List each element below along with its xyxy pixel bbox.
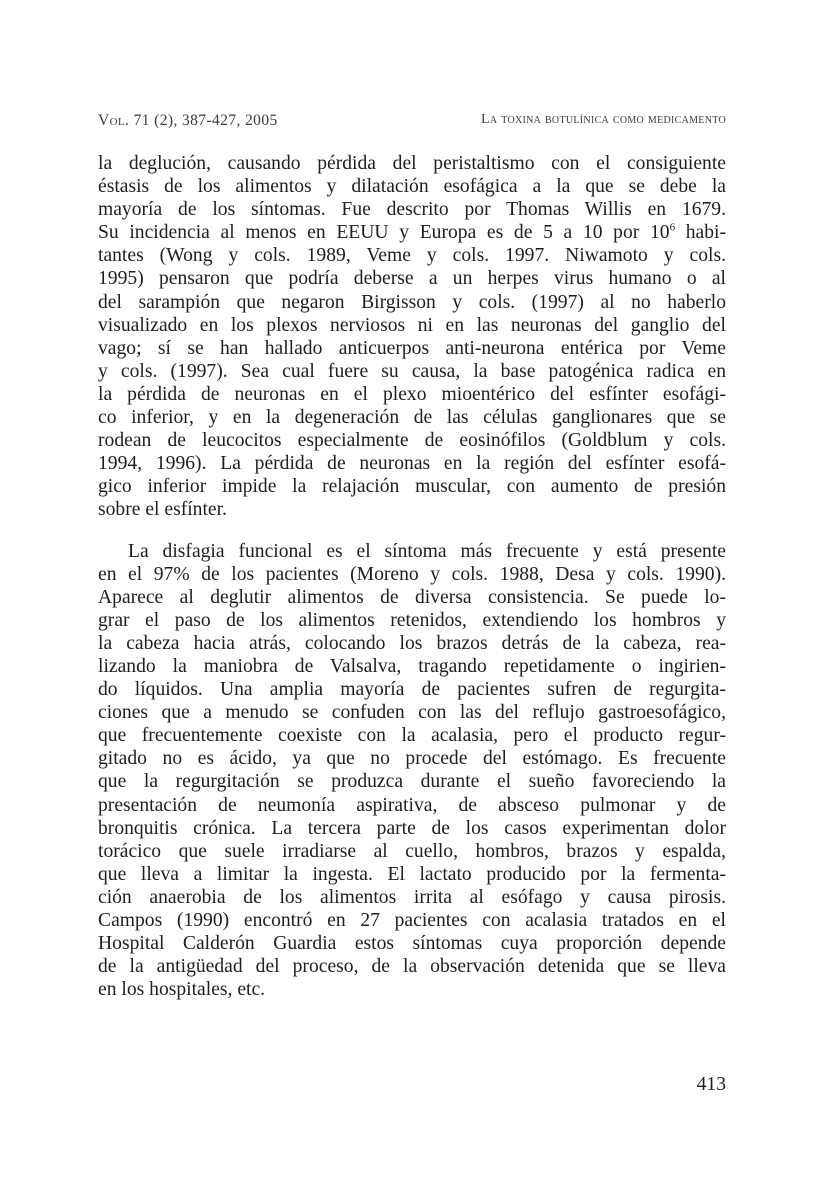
text-line: Campos (1990) encontró en 27 pacientes con acalasia tratados en el <box>98 910 726 931</box>
text-line: Aparece al deglutir alimentos de diversa consistencia. Se puede lo- <box>98 586 726 608</box>
text-line: la cabeza hacia atrás, colocando los brazos detrás de la cabeza, rea- <box>98 632 726 654</box>
text-segment: Su incidencia al menos en EEUU y Europa es de 5 a 10 por 10 <box>98 222 670 244</box>
text-line: de la antigüedad del proceso, de la observación detenida que se lleva <box>98 956 726 978</box>
paragraph-2 <box>98 540 726 1002</box>
text-line: bronquitis crónica. La tercera parte de los casos experimentan dolor <box>98 817 726 839</box>
paragraph-gap <box>98 522 726 540</box>
text-line: la pérdida de neuronas en el plexo mioentérico del esfínter esofági- <box>98 383 726 405</box>
text-line: en los hospitales, etc. <box>98 979 266 1001</box>
text-line: La disfagia funcional es el síntoma más frecuente y está presente <box>128 540 726 562</box>
text-line: tantes (Wong y cols. 1989, Veme y cols. 1997. Niwamoto y cols. <box>98 245 726 267</box>
text-line: grar el paso de los alimentos retenidos, extendiendo los hombros y <box>98 609 726 631</box>
text-line: rodean de leucocitos especialmente de eosinófilos (Goldblum y cols. <box>98 430 726 452</box>
text-line: Hospital Calderón Guardia estos síntomas cuya proporción depende <box>98 933 726 955</box>
text-line: visualizado en los plexos nerviosos ni en las neuronas del ganglio del <box>98 314 726 336</box>
text-line: ción anaerobia de los alimentos irrita al esófago y causa pirosis. <box>98 886 726 908</box>
text-line: que lleva a limitar la ingesta. El lactato producido por la fermenta- <box>98 863 726 885</box>
text-line: la deglución, causando pérdida del peristaltismo con el consiguiente <box>98 153 726 174</box>
text-line: que frecuentemente coexiste con la acalasia, pero el producto regur- <box>98 725 726 747</box>
text-line: sobre el esfínter. <box>98 499 227 521</box>
article-body <box>98 152 726 1001</box>
text-line: gico inferior impide la relajación muscular, con aumento de presión <box>98 476 726 498</box>
journal-volume-citation: Vol. 71 (2), 387-427, 2005 <box>98 112 278 129</box>
text-line: 1995) pensaron que podría deberse a un herpes virus humano o al <box>98 268 726 290</box>
text-line-with-superscript <box>98 221 726 244</box>
text-line: éstasis de los alimentos y dilatación esofágica a la que se debe la <box>98 176 726 198</box>
text-line: co inferior, y en la degeneración de las células ganglionares que se <box>98 407 726 429</box>
page-number: 413 <box>696 1074 726 1095</box>
text-line: torácico que suele irradiarse al cuello, hombros, brazos y espalda, <box>98 840 726 862</box>
paragraph-1 <box>98 152 726 522</box>
text-line: que la regurgitación se produzca durante el sueño favoreciendo la <box>98 771 726 793</box>
article-running-title: La toxina botulínica como medicamento <box>481 112 726 127</box>
text-line: vago; sí se han hallado anticuerpos anti-neurona entérica por Veme <box>98 337 726 359</box>
text-line: del sarampión que negaron Birgisson y cols. (1997) al no haberlo <box>98 291 726 313</box>
text-line: presentación de neumonía aspirativa, de absceso pulmonar y de <box>98 794 726 816</box>
text-line: mayoría de los síntomas. Fue descrito por Thomas Willis en 1679. <box>98 199 726 221</box>
exponent-superscript: 6 <box>669 221 676 234</box>
text-line: do líquidos. Una amplia mayoría de pacientes sufren de regurgita- <box>98 679 726 701</box>
text-line: gitado no es ácido, ya que no procede del estómago. Es frecuente <box>98 748 726 770</box>
text-line: ciones que a menudo se confuden con las del reflujo gastroesofágico, <box>98 702 726 724</box>
text-line: en el 97% de los pacientes (Moreno y cols. 1988, Desa y cols. 1990). <box>98 563 726 585</box>
running-header <box>98 112 726 132</box>
text-line: 1994, 1996). La pérdida de neuronas en la región del esfínter esofá- <box>98 453 726 475</box>
text-line: lizando la maniobra de Valsalva, tragando repetidamente o ingirien- <box>98 655 726 677</box>
text-line: y cols. (1997). Sea cual fuere su causa, la base patogénica radica en <box>98 360 726 382</box>
text-segment: habi- <box>675 222 726 244</box>
